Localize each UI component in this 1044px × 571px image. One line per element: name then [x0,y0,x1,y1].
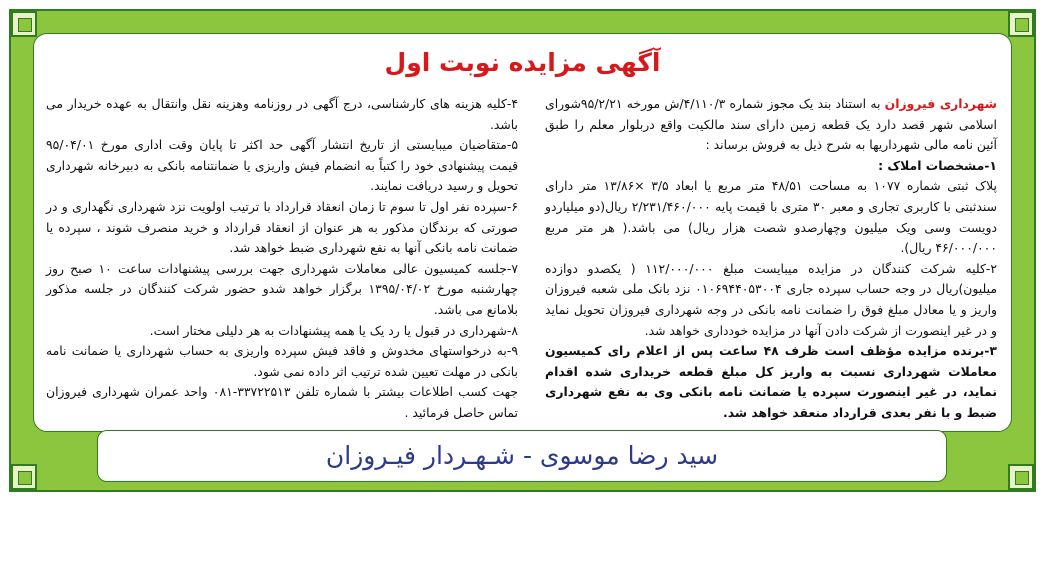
section1-heading: ۱-مشخصات املاک : [878,157,997,173]
corner-ornament [11,11,37,37]
notice-panel [33,33,1012,432]
mayor-signature: سید رضا موسوی - شـهـردار فیـروزان [325,441,719,470]
notice-title: آگهی مزایده نوبت اول [384,48,661,77]
winner-clause: ۳-برنده مزایده مؤظف است ظرف ۴۸ ساعت پس از اعلام رای کمیسیون معاملات شهرداری نسبت به واریز کل مبلغ قطعه خریداری شده اقدام نماید، در غیر اینصورت سپرده یا ضمانت نامه بانکی وی به نفع شهرداری ضبط و با نفر بعدی قرارداد منعقد خواهد شد. [545,343,997,420]
invalid-requests-clause: ۹-به درخواستهای مخدوش و فاقد فیش سپرده واریزی به حساب شهرداری یا ضمانت نامه بانکی در مهلت تعیین شده ترتیب اثر داده نمی شود. [46,343,518,379]
plot-details: پلاک ثبتی شماره ۱۰۷۷ به مساحت ۴۸/۵۱ متر مربع یا ابعاد ۳/۵ ×۱۳/۸۶ متر دارای سندثبتی با کاربری تجاری و معبر ۳۰ متری با قیمت پایه ۲/۲۳۱/۴۶۰/۰۰۰ ریال(دو میلیاردو دویست وسی ویک میلیون وچهارصدو شصت هزار ریال) می باشد.( هر متر مربع ۴۶/۰۰۰/۰۰۰ ریال). [545,178,997,256]
rejection-clause: ۸-شهرداری در قبول یا رد یک یا همه پیشنهادات به هر دلیلی مختار است. [149,322,518,338]
signature-box [97,430,947,482]
intro-text: به استناد بند یک مجوز شماره ۴/۱۱۰/۳/ش مورخه ۹۵/۲/۲۱شورای اسلامی شهر قصد دارد یک قطعه زمین دارای سند مالکیت واقع دربلوار معلم را طبق آئین نامه مالی شهرداریها به شرح ذیل به فروش برساند : [545,96,997,153]
contact-info: جهت کسب اطلاعات بیشتر با شماره تلفن ۳۳۷۲۲۵۱۳-۰۸۱ واحد عمران شهرداری فیروزان تماس حاصل فرمائید . [46,384,518,420]
corner-ornament [11,464,37,490]
deadline-clause: ۵-متقاضیان میبایستی از تاریخ انتشار آگهی حد اکثر تا پایان وقت اداری مورخ ۹۵/۰۴/۰۱ قیمت پیشنهادی خود را کتباً به انضمام فیش واریزی یا ضمانتنامه بانکی به دبیرخانه شهرداری تحویل و رسید دریافت نمایند. [46,137,518,194]
corner-ornament [1008,11,1034,37]
deposit-clause: ۲-کلیه شرکت کنندگان در مزایده میبایست مبلغ ۱۱۲/۰۰۰/۰۰۰ ( یکصدو دوازده میلیون)ریال در وجه حساب سپرده جاری ۰۱۰۶۹۴۴۰۵۳۰۰۴ نزد بانک ملی شعبه فیروزان واریز و یا معادل مبلغ فوق را ضمانت نامه بانکی در وجه شهرداری فیروزان تحویل نماید و در غیر اینصورت از شرکت دادن آنها در مزایده خودداری خواهد شد. [545,260,997,338]
municipality-name: شهرداری فیروزان [884,96,997,111]
green-frame [9,9,1036,492]
left-column [46,94,518,424]
right-column [545,94,997,424]
deposit-holding-clause: ۶-سپرده نفر اول تا سوم تا زمان انعقاد قرارداد با ترتیب اولویت نزد شهرداری نگهداری و در صورتی که برندگان مذکور به هر عنوان از انعقاد قرارداد و خرید منصرف شوند ، سپرده یا ضمانت نامه بانکی آنها به نفع شهرداری ضبط خواهد شد. [46,198,518,256]
intro-paragraph [545,94,997,156]
corner-ornament [1008,464,1034,490]
costs-clause: ۴-کلیه هزینه های کارشناسی، درج آگهی در روزنامه وهزینه نقل وانتقال به عهده خریدار می باشد. [46,96,518,132]
commission-clause: ۷-جلسه کمیسیون عالی معاملات شهرداری جهت بررسی پیشنهادات ساعت ۱۰ صبح روز چهارشنبه مورخ ۱۳۹۵/۰۴/۰۲ برگزار خواهد شدو حضور شرکت کنندگان در جلسه مذکور بلامانع می باشد. [46,260,518,317]
